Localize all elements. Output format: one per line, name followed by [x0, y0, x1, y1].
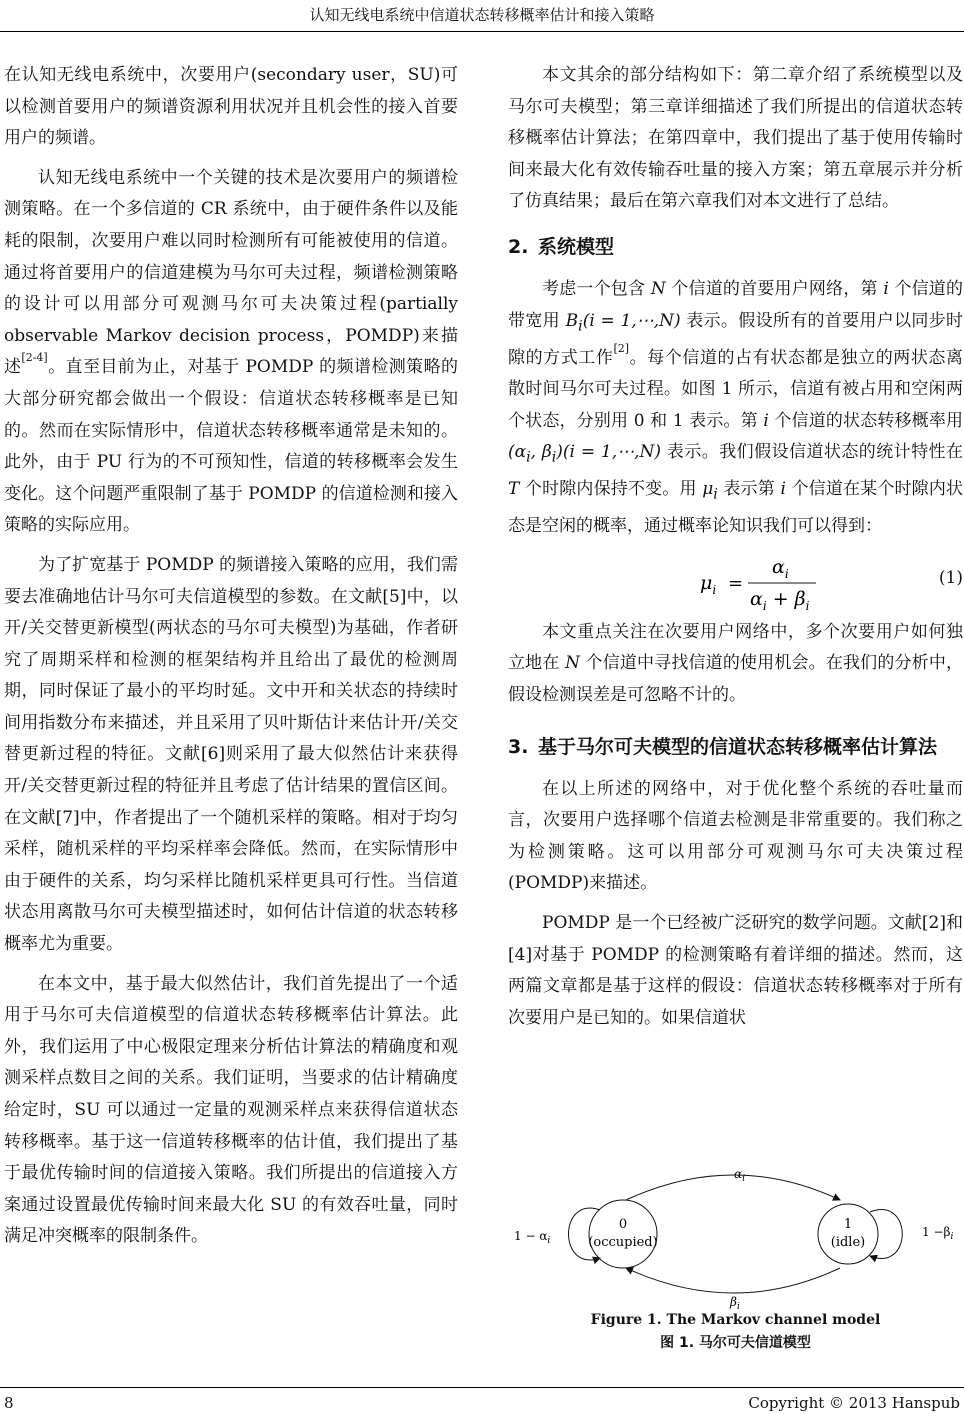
paragraph: 在本文中，基于最大似然估计，我们首先提出了一个适用于马尔可夫信道模型的信道状态转移概率估计算法。此外，我们运用了中心极限定理来分析估计算法的精确度和观测采样点数目之间的关系。我们证明，当要求的估计精确度给定时，SU 可以通过一定量的观测采样点来获得信道状态转移概率。基于这一信道转移概率的估计值，我们提出了基于最优传输时间的信道接入策略。我们所提出的信道接入方案通过设置最优传输时间来最大化 SU 的有效吞吐量，同时满足冲突概率的限制条件。 [4, 973, 458, 1247]
text: 表示第 [717, 479, 781, 500]
text: 个信道的首要用户网络，第 [665, 278, 884, 299]
section-number: 2. [508, 235, 529, 258]
section-title: 基于马尔可夫模型的信道状态转移概率估计算法 [538, 735, 938, 758]
text: 认知无线电系统中一个关键的技术是次要用户的频谱检测策略。在一个多信道的 CR 系统中，由于硬件条件以及能耗的限制，次要用户难以同时检测所有可能被使用的信道。通过将首要用户的信道建模为马尔可夫过程，频谱检测策略的设计可以用部分可观测马尔可夫决策过程(partially observable Markov decision process，POMDP)来描述 [4, 167, 458, 378]
paragraph [508, 617, 963, 712]
text: 本文重点关注在次要用户网络中，多个次要用户如何独立地在 [508, 621, 963, 674]
markov-chain-diagram [508, 1160, 963, 1310]
eq-equals: = [728, 572, 744, 594]
math-sub: i [713, 486, 718, 503]
section-number: 3. [508, 735, 529, 758]
math-pair: ($\alpha_i$, $\beta_i$) [508, 442, 563, 466]
self-loop-1 [870, 1210, 902, 1259]
self-loop-0-label: $1 - \alpha_i$ [514, 1229, 551, 1246]
text: 个信道中寻找信道的使用机会。在我们的分析中，假设检测误差是可忽略不计的。 [508, 653, 964, 706]
paragraph: POMDP 是一个已经被广泛研究的数学问题。文献[2]和[4]对基于 POMDP 的检测策略有着详细的描述。然而，这两篇文章都是基于这样的假设：信道状态转移概率对于所有次要用户是已知的。如果信道状 [508, 913, 963, 1028]
eq-lhs: $\mu_i$ [700, 571, 717, 597]
beta-label: $\beta_i$ [730, 1295, 740, 1310]
text: 表示。我们假设信道状态的统计特性在 [661, 442, 963, 463]
text: 个信道的带宽用 [508, 278, 964, 331]
copyright: Copyright © 2013 Hanspub [748, 1394, 960, 1412]
math-sub: i [578, 317, 583, 334]
header-rule [0, 31, 964, 32]
eq-denominator: $\alpha_i + \beta_i$ [750, 587, 810, 613]
math-var: i [763, 410, 769, 431]
eq-numerator: $\alpha_i$ [772, 555, 789, 581]
text: 。直至目前为止，对基于 POMDP 的频谱检测策略的大部分研究都会做出一个假设：信道状态转移概率是已知的。然而在实际情形中，信道状态转移概率通常是未知的。此外，由于 PU 行为的不可预知性，信道的转移概率会发生变化。这个问题严重限制了基于 POMDP 的信道检测和接入策略的实际应用。 [4, 357, 458, 536]
paragraph: 在以上所述的网络中，对于优化整个系统的吞吐量而言，次要用户选择哪个信道去检测是非常重要的。我们称之为检测策略。这可以用部分可观测马尔可夫决策过程(POMDP)来描述。 [508, 778, 963, 894]
paragraph [508, 274, 963, 543]
citation: [2] [613, 341, 630, 355]
text: 个信道在某个时隙内状态是空闲的概率，通过概率论知识我们可以得到： [508, 479, 964, 537]
paragraph: 本文其余的部分结构如下：第二章介绍了系统模型以及马尔可夫模型；第三章详细描述了我们所提出的信道状态转移概率估计算法；在第四章中，我们提出了基于使用传输时间来最大化有效传输吞吐量的接入方案；第五章展示并分析了仿真结果；最后在第六章我们对本文进行了总结。 [508, 65, 963, 212]
text: 个时隙内保持不变。用 [519, 479, 703, 500]
math-var: B [565, 310, 579, 331]
page-number: 8 [4, 1394, 14, 1412]
math-range: (i = 1,⋯,N) [582, 310, 681, 331]
alpha-label: $\alpha_i$ [734, 1167, 745, 1184]
math-var: N [650, 278, 666, 299]
self-loop-1-label: $1 -\beta_i$ [922, 1225, 954, 1242]
state-1-node [818, 1204, 878, 1264]
math-var: N [565, 653, 580, 674]
state-1-label: (idle) [830, 1235, 866, 1250]
section-heading [508, 232, 963, 262]
running-header: 认知无线电系统中信道状态转移概率估计和接入策略 [309, 6, 655, 24]
math-var: i [883, 278, 889, 299]
math-var: T [508, 479, 520, 500]
math-var: μ [702, 479, 714, 500]
citation: [2-4] [21, 351, 48, 365]
figure-caption-zh: 图 1. 马尔可夫信道模型 [660, 1335, 811, 1351]
text: 表示。假设所有的首要用户以同步时隙的方式工作 [508, 310, 964, 368]
right-column [508, 60, 963, 1034]
self-loop-0 [569, 1208, 601, 1260]
footer-rule [0, 1387, 964, 1388]
state-1-number: 1 [843, 1217, 853, 1232]
paragraph: 在认知无线电系统中，次要用户(secondary user，SU)可以检测首要用户的频谱资源利用状况并且机会性的接入首要用户的频谱。 [4, 65, 458, 149]
text: 。每个信道的占有状态都是独立的两状态离散时间马尔可夫过程。如图 1 所示，信道有被占用和空闲两个状态，分别用 0 和 1 表示。第 [508, 347, 964, 431]
paragraph: 为了扩宽基于 POMDP 的频谱接入策略的应用，我们需要去准确地估计马尔可夫信道模型的参数。在文献[5]中，以开/关交替更新模型(两状态的马尔可夫模型)为基础，作者研究了周期采样和检测的框架结构并且给出了最优的检测周期，同时保证了最小的平均时延。文中开和关状态的持续时间用指数分布来描述，并且采用了贝叶斯估计来估计开/关交替更新过程的特征。文献[6]则采用了最大似然估计来获得开/关交替更新过程的特征并且考虑了估计结果的置信区间。在文献[7]中，作者提出了一个随机采样的策略。相对于均匀采样，随机采样的平均采样率会降低。然而，在实际情形中由于硬件的关系，均匀采样比随机采样更具可行性。当信道状态用离散马尔可夫模型描述时，如何估计信道的状态转移概率尤为重要。 [4, 554, 458, 955]
state-0-number: 0 [618, 1217, 628, 1232]
figure-caption-en: Figure 1. The Markov channel model [590, 1312, 881, 1328]
transition-arrow-beta [626, 1268, 840, 1293]
text: 个信道的状态转移概率用 [768, 410, 963, 431]
left-column [4, 60, 458, 1253]
transition-arrow-alpha [626, 1175, 840, 1200]
text: 考虑一个包含 [542, 278, 651, 299]
state-0-label: (occupied) [588, 1235, 658, 1250]
paragraph [4, 163, 458, 542]
math-range: (i = 1,⋯,N) [562, 442, 662, 463]
section-heading [508, 732, 963, 762]
section-title: 系统模型 [538, 235, 615, 258]
equation-1 [508, 547, 963, 613]
math-var: i [780, 479, 786, 500]
equation-number: (1) [938, 567, 963, 588]
equation-math [698, 553, 818, 613]
